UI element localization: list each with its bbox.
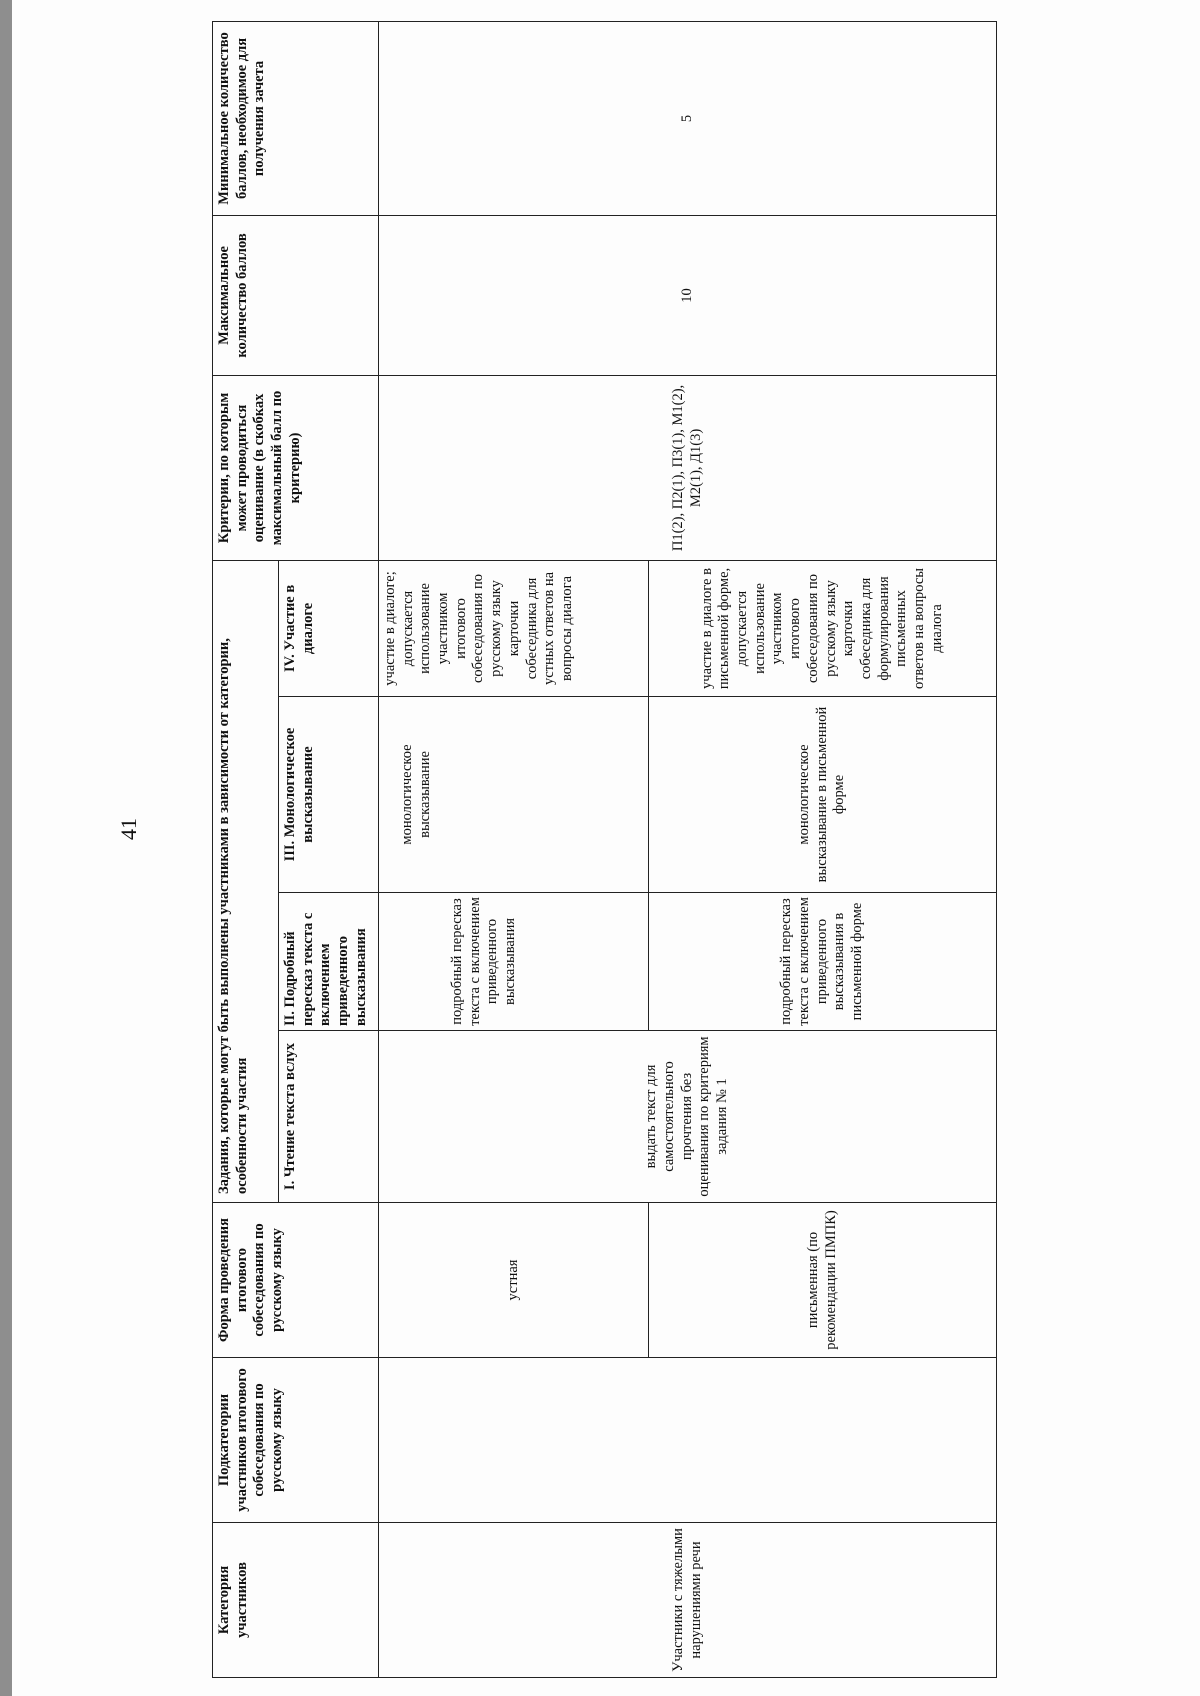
max-score-cell: 10 [379, 215, 997, 375]
rotated-table-container [212, 22, 996, 1678]
document-page [12, 0, 1200, 1696]
criteria-table [212, 21, 997, 1678]
task3-cell: монологическое высказывание [379, 697, 649, 893]
form-cell: письменная (по рекомендации ПМПК) [649, 1203, 997, 1358]
task1-cell: выдать текст для самостоятельного прочтения без оценивания по критериям задания № 1 [379, 1031, 997, 1203]
header-max-score: Максимальное количество баллов [213, 215, 379, 375]
table-row [379, 21, 649, 1677]
page-number: 41 [116, 818, 141, 840]
header-task4: IV. Участие в диалоге [279, 560, 379, 696]
subcategory-cell [379, 1358, 997, 1523]
header-row-1 [213, 21, 279, 1677]
category-cell: Участники с тяжелыми нарушениями речи [379, 1523, 997, 1678]
task2-cell: подробный пересказ текста с включением приведенного высказывания в письменной форме [649, 893, 997, 1031]
header-tasks-group: Задания, которые могут быть выполнены участниками в зависимости от категории, особенности участия [213, 560, 279, 1202]
task4-cell: участие в диалоге; допускается использование участником итогового собеседования по русскому языку карточки собеседника для устных ответов на вопросы диалога [379, 560, 649, 696]
form-cell: устная [379, 1203, 649, 1358]
header-task2: II. Подробный пересказ текста с включением приведенного высказывания [279, 893, 379, 1031]
task2-cell: подробный пересказ текста с включением приведенного высказывания [379, 893, 649, 1031]
header-criteria: Критерии, по которым может проводиться оценивание (в скобках максимальный балл по критерию) [213, 375, 379, 560]
task3-cell: монологическое высказывание в письменной форме [649, 697, 997, 893]
header-subcategory: Подкатегории участников итогового собеседования по русскому языку [213, 1358, 379, 1523]
task4-cell: участие в диалоге в письменной форме, допускается использование участником итогового собеседования по русскому языку карточки собеседника для формулирования письменных ответов на вопросы диалога [649, 560, 997, 696]
criteria-cell: П1(2), П2(1), П3(1), М1(2), М2(1), Д1(3) [379, 375, 997, 560]
min-score-cell: 5 [379, 21, 997, 215]
header-task3: III. Монологическое высказывание [279, 697, 379, 893]
header-min-score: Минимальное количество баллов, необходимое для получения зачета [213, 21, 379, 215]
header-category: Категория участников [213, 1523, 379, 1678]
header-form: Форма проведения итогового собеседования по русскому языку [213, 1203, 379, 1358]
header-task1: I. Чтение текста вслух [279, 1031, 379, 1203]
